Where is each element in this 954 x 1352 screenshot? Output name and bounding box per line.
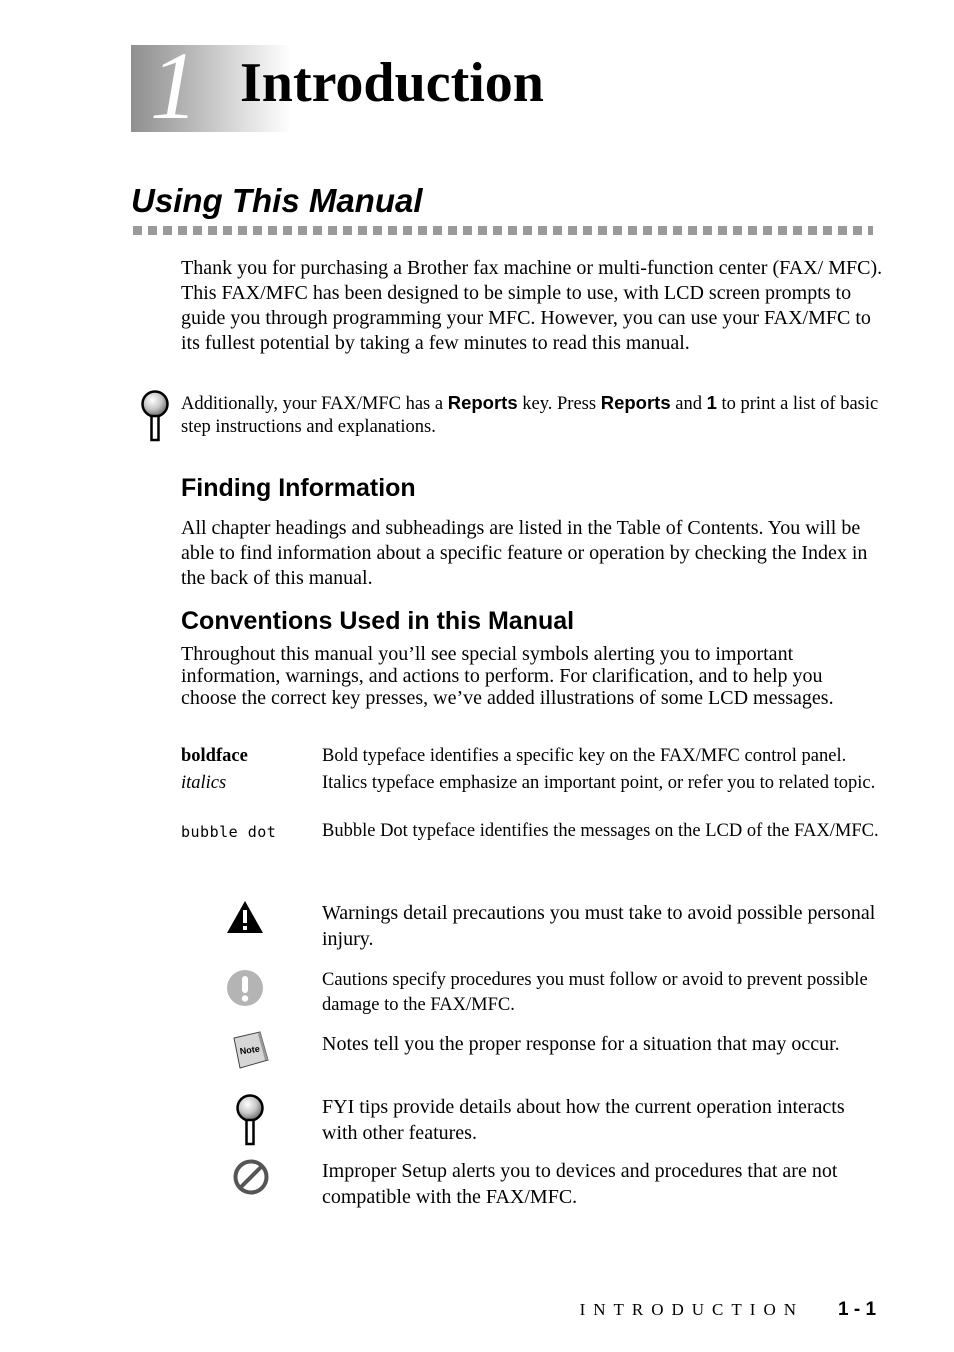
note-icon-label: Note	[239, 1043, 261, 1057]
note-icon	[230, 1030, 270, 1070]
conventions-heading: Conventions Used in this Manual	[181, 607, 575, 635]
chapter-number: 1	[150, 32, 198, 139]
convention-desc-italics: Italics typeface emphasize an important point, or refer you to related topic.	[322, 773, 876, 793]
chapter-title: Introduction	[240, 52, 544, 114]
reports-key-label: Reports	[600, 392, 671, 413]
intro-paragraph: Thank you for purchasing a Brother fax machine or multi-function center (FAX/ MFC). This FAX/MFC has been designed to be simple to use, with LCD screen prompts to guide you through programming your MFC. However, you can use your FAX/MFC to its fullest potential by taking a few minutes to read this manual.	[181, 257, 883, 354]
reports-key-label: Reports	[447, 392, 518, 413]
fyi-icon	[140, 389, 170, 443]
warning-text: Warnings detail precautions you must take to avoid possible personal injury.	[322, 902, 876, 950]
warning-icon	[226, 900, 264, 934]
tip-text-part: and	[670, 394, 707, 414]
note-text: Notes tell you the proper response for a situation that may occur.	[322, 1033, 840, 1055]
footer-chapter-label: INTRODUCTION	[579, 1300, 804, 1319]
fyi-text: FYI tips provide details about how the current operation interacts with other features.	[322, 1096, 845, 1144]
convention-desc-bubble-dot: Bubble Dot typeface identifies the messages on the LCD of the FAX/MFC.	[322, 821, 879, 841]
caution-icon	[226, 969, 264, 1007]
prohibited-icon	[232, 1158, 270, 1196]
finding-paragraph: All chapter headings and subheadings are listed in the Table of Contents. You will be able to find information about a specific feature or operation by checking the Index in the back of this manual.	[181, 517, 868, 589]
section-divider	[133, 226, 873, 235]
convention-term-bubble-dot: bubble dot	[181, 823, 277, 841]
convention-term-italics: italics	[181, 773, 227, 793]
fyi-icon	[235, 1093, 265, 1147]
convention-term-bold: boldface	[181, 746, 248, 766]
page-number: 1 - 1	[838, 1299, 877, 1320]
improper-setup-text: Improper Setup alerts you to devices and procedures that are not compatible with the FAX/MFC.	[322, 1160, 838, 1208]
section-title: Using This Manual	[131, 182, 423, 219]
tip-text-part: Additionally, your FAX/MFC has a	[181, 394, 448, 414]
conventions-paragraph: Throughout this manual you’ll see special symbols alerting you to important information, warnings, and actions to perform. For clarification, and to help you choose the correct key presses, we’ve added illustrations of some LCD messages.	[181, 643, 834, 709]
finding-heading: Finding Information	[181, 474, 416, 502]
tip-text	[181, 391, 881, 439]
convention-desc-bold: Bold typeface identifies a specific key on the FAX/MFC control panel.	[322, 746, 847, 766]
key-1-label: 1	[706, 392, 717, 413]
tip-text-part: key. Press	[517, 394, 601, 414]
tip-text-part: to print a list of basic step instructions and explanations.	[181, 394, 879, 437]
caution-text: Cautions specify procedures you must follow or avoid to prevent possible damage to the FAX/MFC.	[322, 970, 868, 1015]
